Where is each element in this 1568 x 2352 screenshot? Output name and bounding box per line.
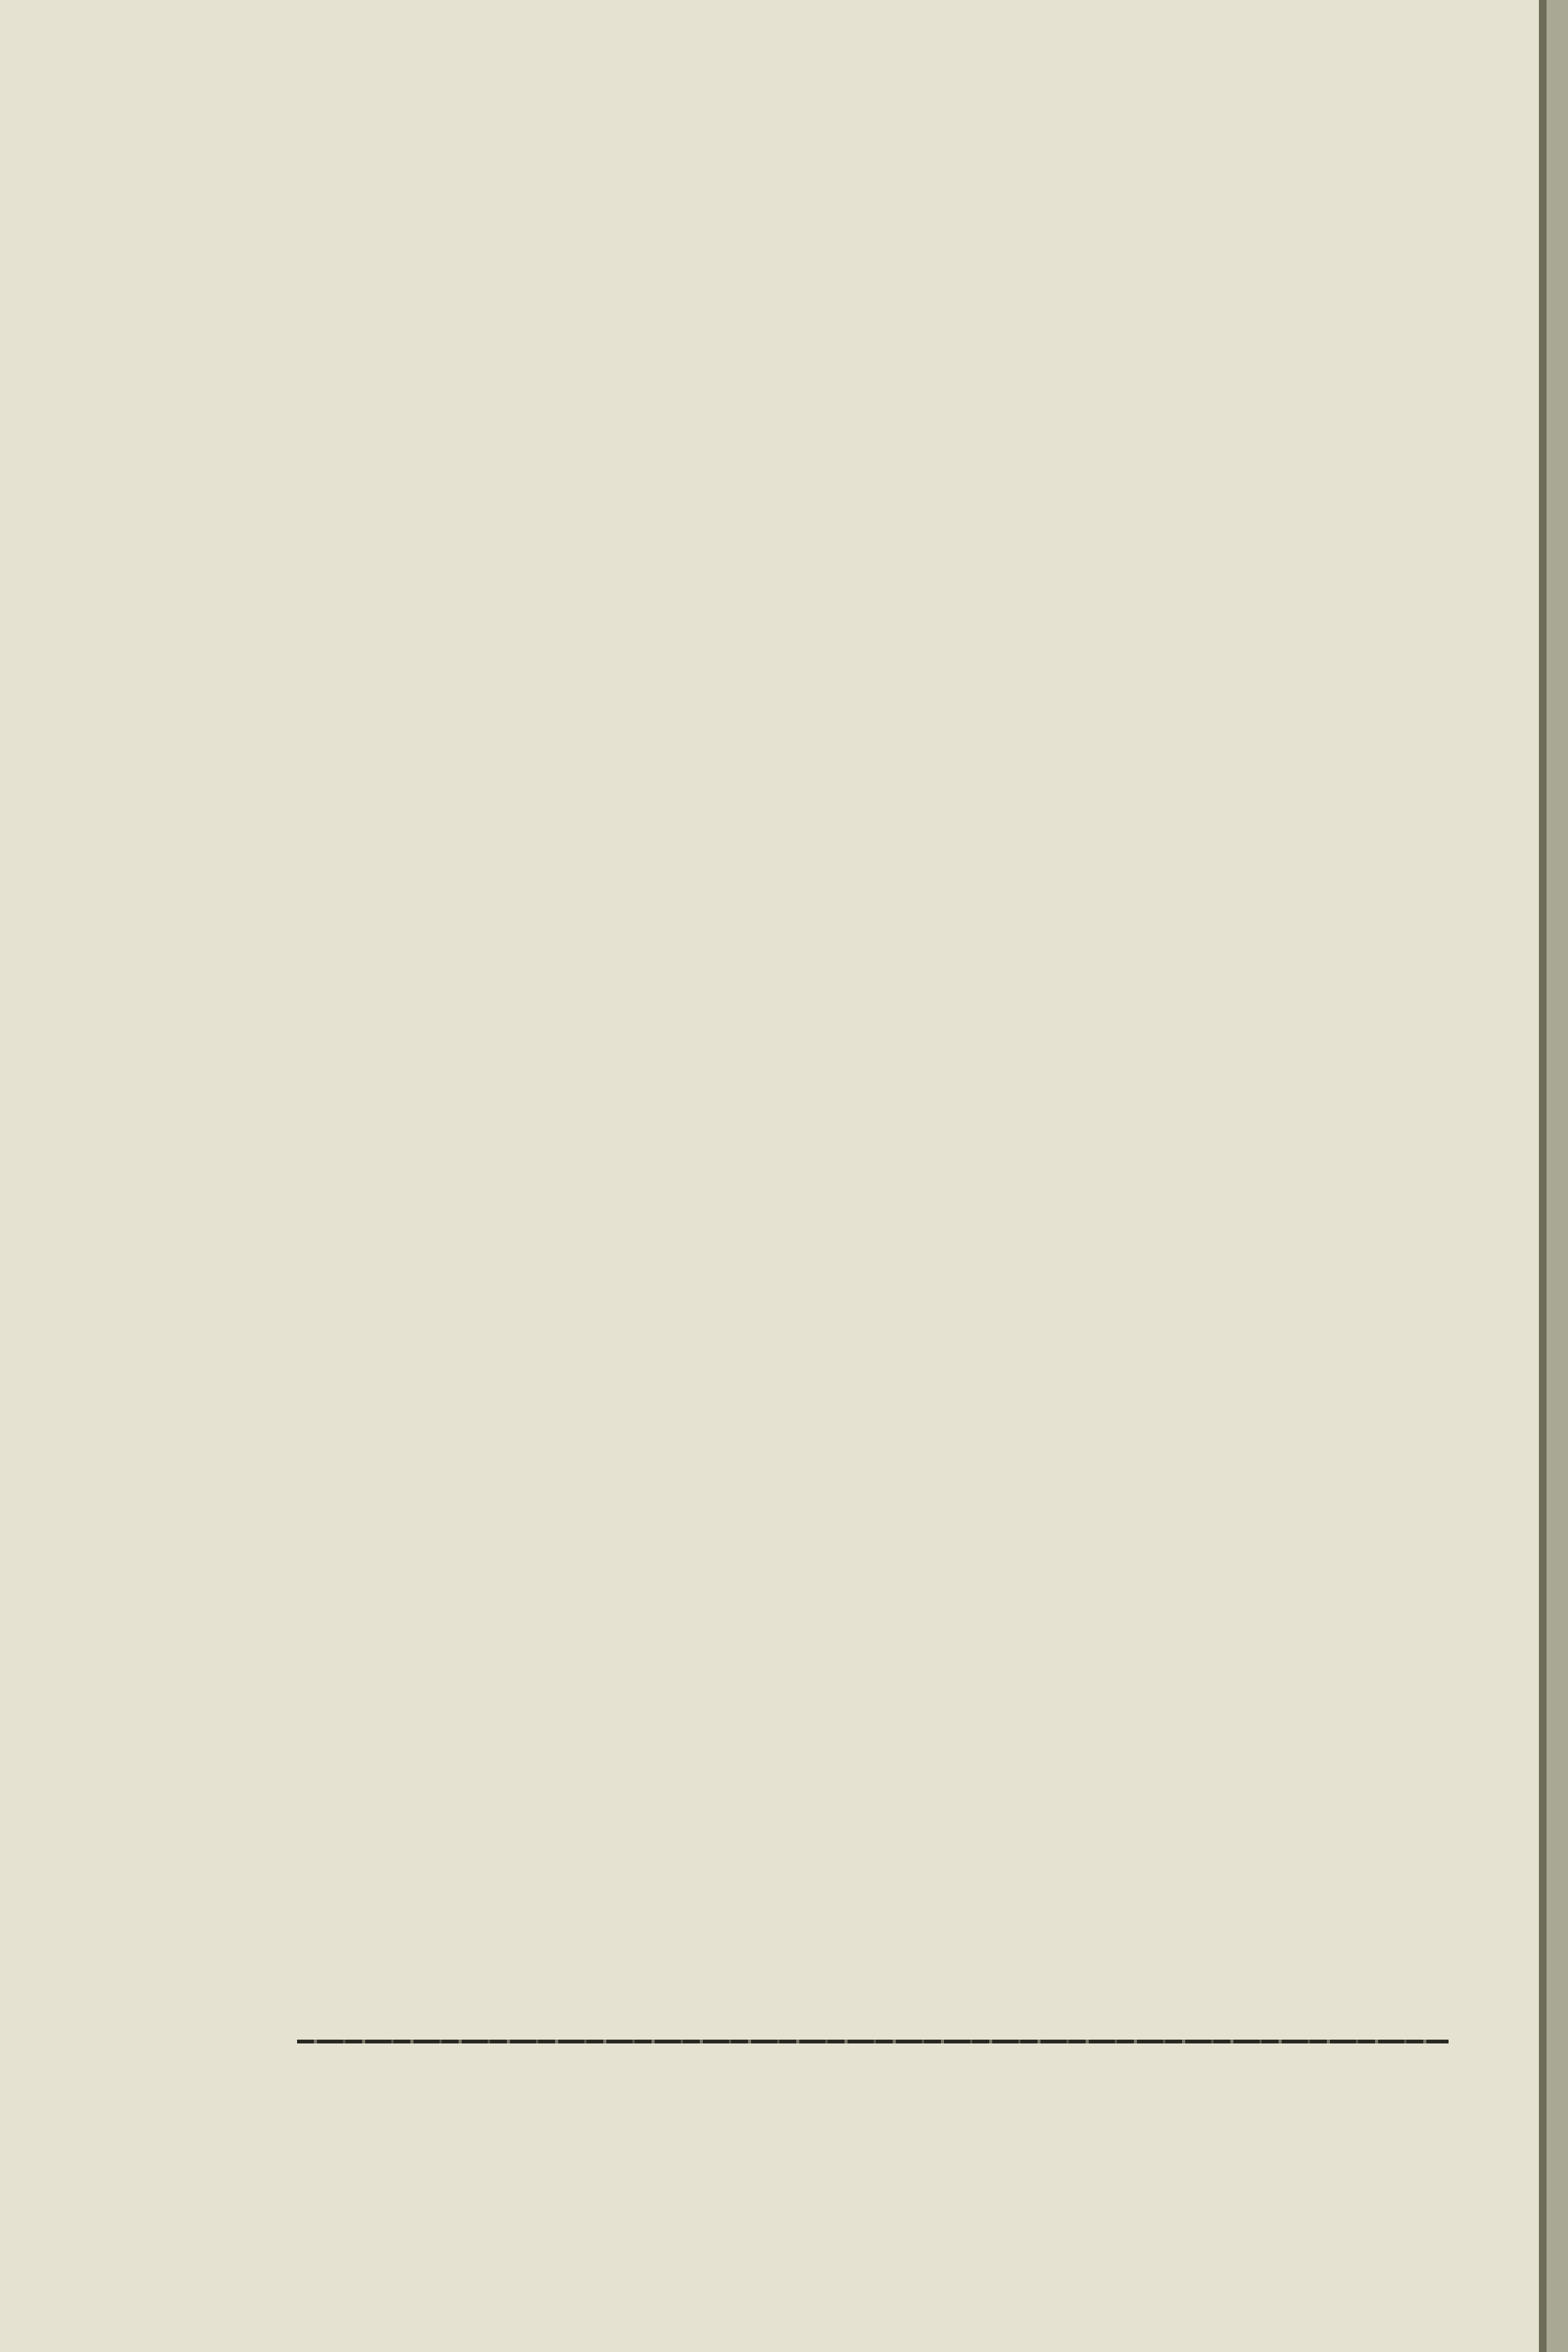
footnote-rule — [297, 2040, 1449, 2043]
right-column — [888, 168, 1447, 199]
running-header — [288, 121, 1447, 167]
binding-marks — [1544, 77, 1566, 1531]
